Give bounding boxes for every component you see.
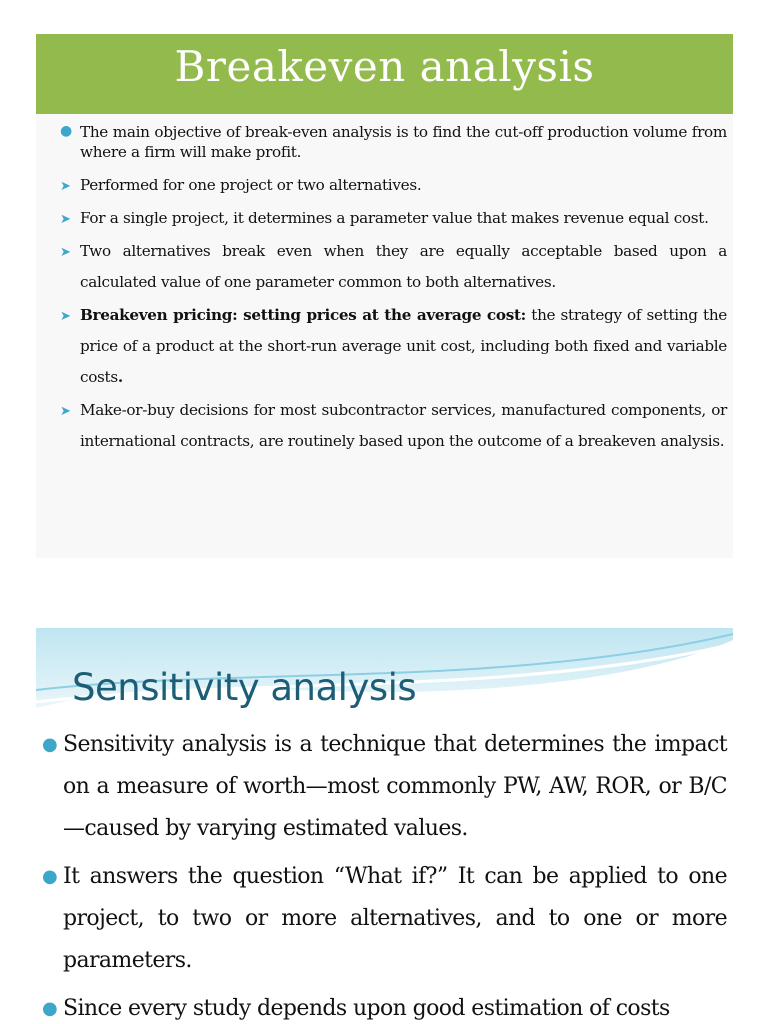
slide-title: Sensitivity analysis [72, 666, 417, 709]
bullet-text: It answers the question “What if?” It can be applied to one project, to two or more alternatives, and to one or more parameters. [63, 864, 727, 973]
bullet-item [60, 395, 727, 457]
bullet-dot-icon: ● [42, 866, 58, 887]
bullet-text: For a single project, it determines a parameter value that makes revenue equal cost. [80, 209, 709, 227]
bullet-text: Sensitivity analysis is a technique that determines the impact on a measure of worth—most commonly PW, AW, ROR, or B/C—caused by varying estimated values. [63, 732, 727, 841]
bullet-arrow-icon: ➤ [60, 179, 71, 194]
bullet-text: Since every study depends upon good estimation of costs [63, 996, 670, 1021]
bullet-item [60, 122, 727, 162]
bullet-dot-icon: ● [42, 734, 58, 755]
bullet-arrow-icon: ➤ [60, 212, 71, 227]
bullet-item [60, 300, 727, 393]
bullet-item [42, 724, 727, 850]
bullet-text: Performed for one project or two alternatives. [80, 176, 422, 194]
bullet-bold-tail: . [117, 368, 123, 386]
bullet-bold-lead: Breakeven pricing: setting prices at the average cost: [80, 306, 526, 324]
bullet-text: Make-or-buy decisions for most subcontractor services, manufactured components, or international contracts, are routinely based upon the outcome of a breakeven analysis. [80, 401, 727, 450]
breakeven-slide [36, 34, 733, 558]
bullet-item [60, 236, 727, 298]
bullet-arrow-icon: ➤ [60, 404, 71, 419]
bullet-text: The main objective of break-even analysis is to find the cut-off production volume from where a firm will make profit. [80, 123, 727, 161]
sensitivity-slide [36, 628, 733, 1024]
bullet-text: the strategy of setting the price of a product at the short-run average unit cost, including both fixed and variable costs [80, 306, 727, 386]
bullet-text: Two alternatives break even when they are equally acceptable based upon a calculated value of one parameter common to both alternatives. [80, 242, 727, 291]
bullet-item [42, 856, 727, 982]
bullet-arrow-icon: ➤ [60, 309, 71, 324]
bullet-item [60, 203, 727, 234]
bullet-list [36, 724, 733, 1024]
bullet-item [42, 988, 727, 1024]
bullet-item [60, 170, 727, 201]
bullet-dot-icon: ● [60, 123, 72, 139]
bullet-dot-icon: ● [42, 998, 58, 1019]
bullet-list [36, 122, 733, 459]
slide-title: Breakeven analysis [174, 42, 595, 91]
bullet-arrow-icon: ➤ [60, 245, 71, 260]
